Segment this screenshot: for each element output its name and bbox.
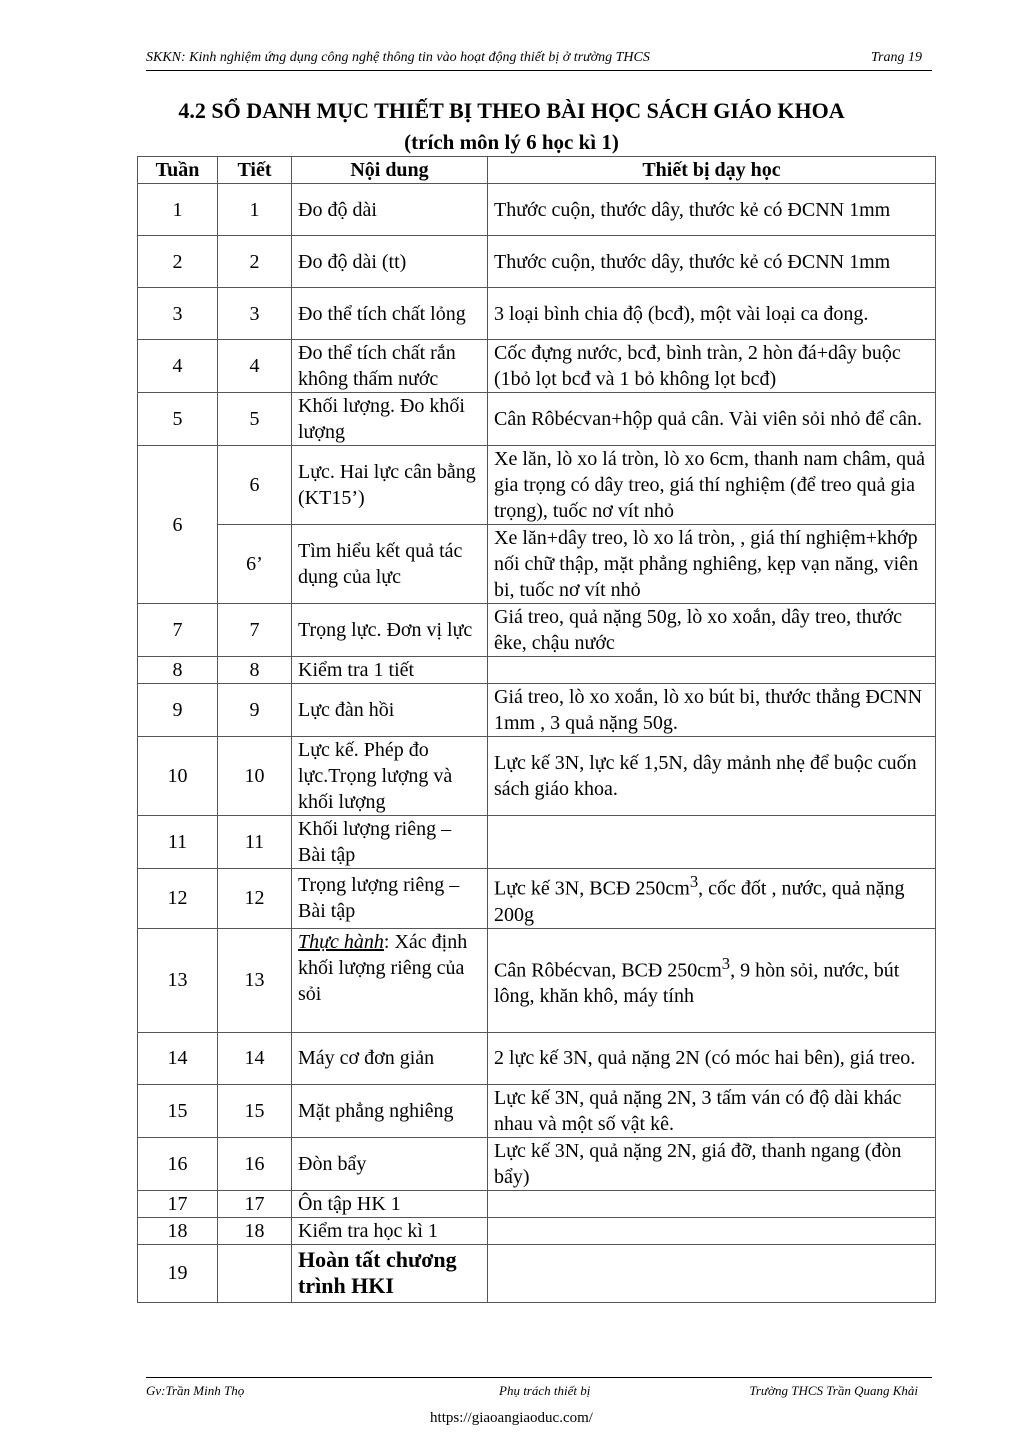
cell-device: Cốc đựng nước, bcđ, bình tràn, 2 hòn đá+dây buộc (1bỏ lọt bcđ và 1 bỏ không lọt bcđ) (488, 340, 936, 393)
cell-tuan: 18 (138, 1217, 218, 1244)
cell-device: Thước cuộn, thước dây, thước kẻ có ĐCNN 1mm (488, 184, 936, 236)
cell-tuan: 6 (138, 446, 218, 604)
cell-content: Trọng lực. Đơn vị lực (292, 604, 488, 657)
device-text-rest: , 9 hòn sỏi, nước, bút lông, khăn khô, máy tính (494, 959, 900, 1008)
table-row (138, 869, 936, 929)
cell-device (488, 928, 936, 1032)
cell-content: Đo thể tích chất rắn không thấm nước (292, 340, 488, 393)
cell-tiet: 16 (218, 1137, 292, 1190)
cell-content: Khối lượng. Đo khối lượng (292, 393, 488, 446)
cell-tiet: 5 (218, 393, 292, 446)
cell-tuan: 12 (138, 869, 218, 929)
cell-tuan: 14 (138, 1032, 218, 1084)
cell-device (488, 816, 936, 869)
cell-device: Lực kế 3N, quả nặng 2N, 3 tấm ván có độ dài khác nhau và một số vật kê. (488, 1084, 936, 1137)
page-footer (146, 1377, 932, 1398)
cell-tuan: 7 (138, 604, 218, 657)
cell-content: Lực. Hai lực cân bằng (KT15’) (292, 446, 488, 525)
table-row (138, 340, 936, 393)
cell-tiet: 14 (218, 1032, 292, 1084)
cell-device: Lực kế 3N, lực kế 1,5N, dây mảnh nhẹ để buộc cuốn sách giáo khoa. (488, 737, 936, 816)
cell-tuan: 16 (138, 1137, 218, 1190)
footer-teacher: Gv:Trần Minh Thọ (146, 1383, 245, 1398)
cell-content: Kiểm tra học kì 1 (292, 1217, 488, 1244)
cell-tiet (218, 1244, 292, 1302)
cell-content: Tìm hiểu kết quả tác dụng của lực (292, 525, 488, 604)
footer-school: Trường THCS Trần Quang Khải (749, 1383, 918, 1398)
cell-tiet: 17 (218, 1190, 292, 1217)
cell-tiet: 18 (218, 1217, 292, 1244)
cell-tiet: 9 (218, 684, 292, 737)
page-number: Trang 19 (871, 50, 922, 65)
cell-tuan: 3 (138, 288, 218, 340)
cell-tuan: 17 (138, 1190, 218, 1217)
cell-tiet: 15 (218, 1084, 292, 1137)
cell-tuan: 8 (138, 657, 218, 684)
cell-device: Thước cuộn, thước dây, thước kẻ có ĐCNN 1mm (488, 236, 936, 288)
table-row (138, 184, 936, 236)
cell-content: Ôn tập HK 1 (292, 1190, 488, 1217)
cell-device: Cân Rôbécvan+hộp quả cân. Vài viên sỏi nhỏ để cân. (488, 393, 936, 446)
cell-tuan: 11 (138, 816, 218, 869)
table-row (138, 604, 936, 657)
cell-tiet: 7 (218, 604, 292, 657)
device-text: Lực kế 3N, BCĐ 250cm (494, 877, 690, 900)
cell-device (488, 1190, 936, 1217)
cell-content: Lực kế. Phép đo lực.Trọng lượng và khối lượng (292, 737, 488, 816)
document-title: 4.2 SỔ DANH MỤC THIẾT BỊ THEO BÀI HỌC SÁCH GIÁO KHOA (178, 98, 845, 123)
cell-content: Đo độ dài (292, 184, 488, 236)
cell-content: Máy cơ đơn giản (292, 1032, 488, 1084)
cell-tuan: 10 (138, 737, 218, 816)
cell-tiet: 13 (218, 928, 292, 1032)
cell-device (488, 869, 936, 929)
superscript-exponent: 3 (689, 872, 699, 891)
table-row (138, 1244, 936, 1302)
cell-tiet: 12 (218, 869, 292, 929)
table-row (138, 393, 936, 446)
cell-tiet: 8 (218, 657, 292, 684)
cell-tiet: 4 (218, 340, 292, 393)
equipment-table (137, 156, 936, 1303)
cell-content: Kiểm tra 1 tiết (292, 657, 488, 684)
col-header-tiet: Tiết (218, 157, 292, 184)
cell-content: Đo thể tích chất lỏng (292, 288, 488, 340)
superscript-exponent: 3 (721, 953, 731, 973)
cell-device: 2 lực kế 3N, quả nặng 2N (có móc hai bên), giá treo. (488, 1032, 936, 1084)
table-row (138, 1084, 936, 1137)
practice-label: Thực hành (298, 930, 384, 953)
table-row (138, 737, 936, 816)
cell-tiet: 10 (218, 737, 292, 816)
cell-content (292, 928, 488, 1032)
cell-content: Đo độ dài (tt) (292, 236, 488, 288)
col-header-noi-dung: Nội dung (292, 157, 488, 184)
cell-content: Trọng lượng riêng – Bài tập (292, 869, 488, 929)
cell-content: Khối lượng riêng – Bài tập (292, 816, 488, 869)
cell-tiet: 1 (218, 184, 292, 236)
col-header-thiet-bi: Thiết bị dạy học (488, 157, 936, 184)
table-row (138, 1190, 936, 1217)
cell-tuan: 1 (138, 184, 218, 236)
table-row (138, 525, 936, 604)
table-row (138, 816, 936, 869)
table-row (138, 684, 936, 737)
cell-device: Xe lăn, lò xo lá tròn, lò xo 6cm, thanh nam châm, quả gia trọng có dây treo, giá thí nghiệm (để treo quả gia trọng), tuốc nơ vít nhỏ (488, 446, 936, 525)
table-row (138, 1137, 936, 1190)
cell-tuan: 9 (138, 684, 218, 737)
cell-content: Đòn bẩy (292, 1137, 488, 1190)
cell-device: Giá treo, quả nặng 50g, lò xo xoắn, dây treo, thước êke, chậu nước (488, 604, 936, 657)
page-header (146, 50, 932, 71)
cell-tuan: 15 (138, 1084, 218, 1137)
cell-tuan: 4 (138, 340, 218, 393)
cell-tiet: 2 (218, 236, 292, 288)
cell-tuan: 19 (138, 1244, 218, 1302)
table-row (138, 1217, 936, 1244)
cell-content: Lực đàn hồi (292, 684, 488, 737)
cell-device: 3 loại bình chia độ (bcđ), một vài loại ca đong. (488, 288, 936, 340)
cell-device: Giá treo, lò xo xoắn, lò xo bút bi, thước thẳng ĐCNN 1mm , 3 quả nặng 50g. (488, 684, 936, 737)
content-text: : Xác định khối lượng riêng của sỏi (298, 930, 468, 1005)
footer-role: Phụ trách thiết bị (499, 1383, 591, 1398)
col-header-tuan: Tuần (138, 157, 218, 184)
cell-device (488, 1217, 936, 1244)
table-row (138, 657, 936, 684)
table-row (138, 928, 936, 1032)
table-row (138, 288, 936, 340)
cell-tiet: 3 (218, 288, 292, 340)
cell-tuan: 13 (138, 928, 218, 1032)
cell-tiet: 6’ (218, 525, 292, 604)
table-row (138, 236, 936, 288)
table-header-row (138, 157, 936, 184)
cell-device: Lực kế 3N, quả nặng 2N, giá đỡ, thanh ngang (đòn bẩy) (488, 1137, 936, 1190)
cell-tiet: 6 (218, 446, 292, 525)
device-text-rest: , cốc đốt , nước, quả nặng 200g (494, 877, 905, 926)
cell-tiet: 11 (218, 816, 292, 869)
cell-content: Hoàn tất chương trình HKI (292, 1244, 488, 1302)
document-subtitle: (trích môn lý 6 học kì 1) (404, 130, 619, 154)
device-text: Cân Rôbécvan, BCĐ 250cm (494, 959, 722, 982)
cell-tuan: 5 (138, 393, 218, 446)
cell-tuan: 2 (138, 236, 218, 288)
cell-device: Xe lăn+dây treo, lò xo lá tròn, , giá thí nghiệm+khớp nối chữ thập, mặt phẳng nghiêng, kẹp vạn năng, viên bi, tuốc nơ vít nhỏ (488, 525, 936, 604)
table-row (138, 1032, 936, 1084)
cell-content: Mặt phẳng nghiêng (292, 1084, 488, 1137)
cell-device (488, 657, 936, 684)
header-title: SKKN: Kinh nghiệm ứng dụng công nghệ thông tin vào hoạt động thiết bị ở trường THCS (146, 50, 650, 65)
table-row (138, 446, 936, 525)
source-url: https://giaoangiaoduc.com/ (430, 1410, 593, 1426)
cell-device (488, 1244, 936, 1302)
